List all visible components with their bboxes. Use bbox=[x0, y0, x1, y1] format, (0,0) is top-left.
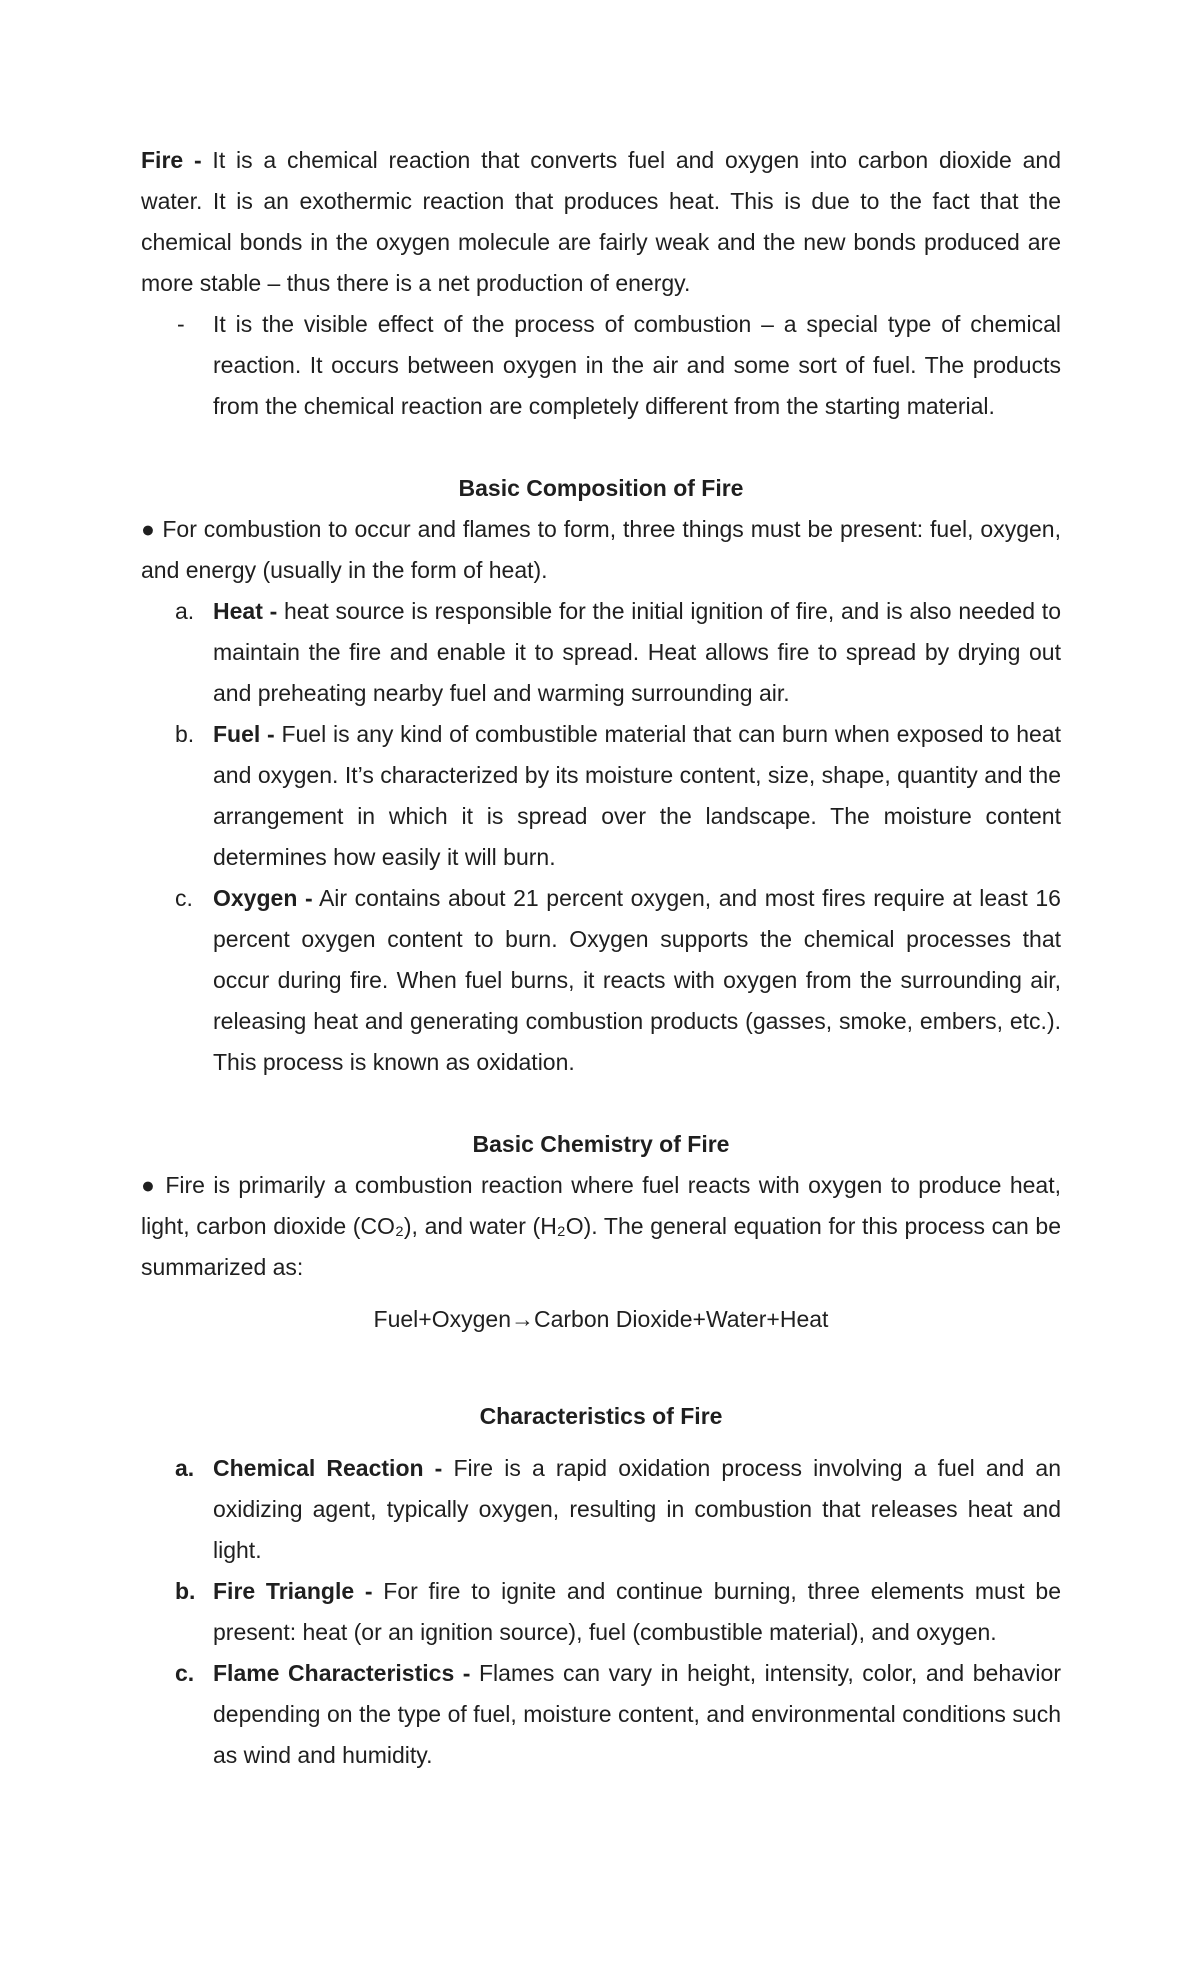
characteristics-item-chemical-reaction bbox=[141, 1448, 1061, 1571]
composition-item-oxygen bbox=[141, 878, 1061, 1083]
item-term: Fuel - bbox=[213, 721, 275, 747]
item-text: Fire is a rapid oxidation process involving a fuel and an oxidizing agent, typically oxygen, resulting in combustion that releases heat and light. bbox=[213, 1455, 1061, 1563]
characteristics-heading: Characteristics of Fire bbox=[479, 1403, 723, 1429]
list-marker: b. bbox=[175, 1578, 196, 1604]
item-text: Air contains about 21 percent oxygen, and most fires require at least 16 percent oxygen content to burn. Oxygen supports the chemical processes that occur during fire. When fuel burns, it reacts with oxygen from the surrounding air, releasing heat and generating combustion products (gasses, smoke, embers, etc.). This process is known as oxidation. bbox=[213, 885, 1061, 1075]
chemistry-bullet: ● Fire is primarily a combustion reaction where fuel reacts with oxygen to produce heat, light, carbon dioxide (CO₂), and water (H₂O). The general equation for this process can be summarized as: bbox=[141, 1172, 1061, 1280]
intro-paragraph bbox=[141, 140, 1061, 304]
dash-marker: - bbox=[177, 311, 185, 337]
item-term: Chemical Reaction - bbox=[213, 1455, 443, 1481]
list-marker: c. bbox=[175, 885, 193, 911]
composition-item-heat bbox=[141, 591, 1061, 714]
composition-heading: Basic Composition of Fire bbox=[458, 475, 744, 501]
item-text: For fire to ignite and continue burning, three elements must be present: heat (or an ignition source), fuel (combustible material), and oxygen. bbox=[213, 1578, 1061, 1645]
combustion-equation: Fuel+Oxygen→Carbon Dioxide+Water+Heat bbox=[373, 1306, 829, 1332]
document-page bbox=[141, 140, 1061, 1776]
chemistry-heading: Basic Chemistry of Fire bbox=[472, 1131, 730, 1157]
item-term: Heat - bbox=[213, 598, 278, 624]
composition-bullet: ● For combustion to occur and flames to form, three things must be present: fuel, oxygen, and energy (usually in the form of heat). bbox=[141, 516, 1061, 583]
dash-item-text: It is the visible effect of the process of combustion – a special type of chemical reaction. It occurs between oxygen in the air and some sort of fuel. The products from the chemical reaction are completely different from the starting material. bbox=[213, 311, 1061, 419]
list-marker: c. bbox=[175, 1660, 195, 1686]
intro-term: Fire - bbox=[141, 147, 202, 173]
dash-list-item bbox=[141, 304, 1061, 427]
list-marker: a. bbox=[175, 1455, 195, 1481]
item-term: Oxygen - bbox=[213, 885, 313, 911]
item-term: Fire Triangle - bbox=[213, 1578, 373, 1604]
item-term: Flame Characteristics - bbox=[213, 1660, 471, 1686]
intro-text: It is a chemical reaction that converts fuel and oxygen into carbon dioxide and water. It is an exothermic reaction that produces heat. This is due to the fact that the chemical bonds in the oxygen molecule are fairly weak and the new bonds produced are more stable – thus there is a net production of energy. bbox=[141, 147, 1061, 296]
item-text: Fuel is any kind of combustible material that can burn when exposed to heat and oxygen. It’s characterized by its moisture content, size, shape, quantity and the arrangement in which it is spread over the landscape. The moisture content determines how easily it will burn. bbox=[213, 721, 1061, 870]
item-text: heat source is responsible for the initial ignition of fire, and is also needed to maintain the fire and enable it to spread. Heat allows fire to spread by drying out and preheating nearby fuel and warming surrounding air. bbox=[213, 598, 1061, 706]
characteristics-item-flame bbox=[141, 1653, 1061, 1776]
composition-item-fuel bbox=[141, 714, 1061, 878]
characteristics-item-fire-triangle bbox=[141, 1571, 1061, 1653]
item-text: Flames can vary in height, intensity, color, and behavior depending on the type of fuel, moisture content, and environmental conditions such as wind and humidity. bbox=[213, 1660, 1061, 1768]
list-marker: b. bbox=[175, 721, 195, 747]
list-marker: a. bbox=[175, 598, 195, 624]
